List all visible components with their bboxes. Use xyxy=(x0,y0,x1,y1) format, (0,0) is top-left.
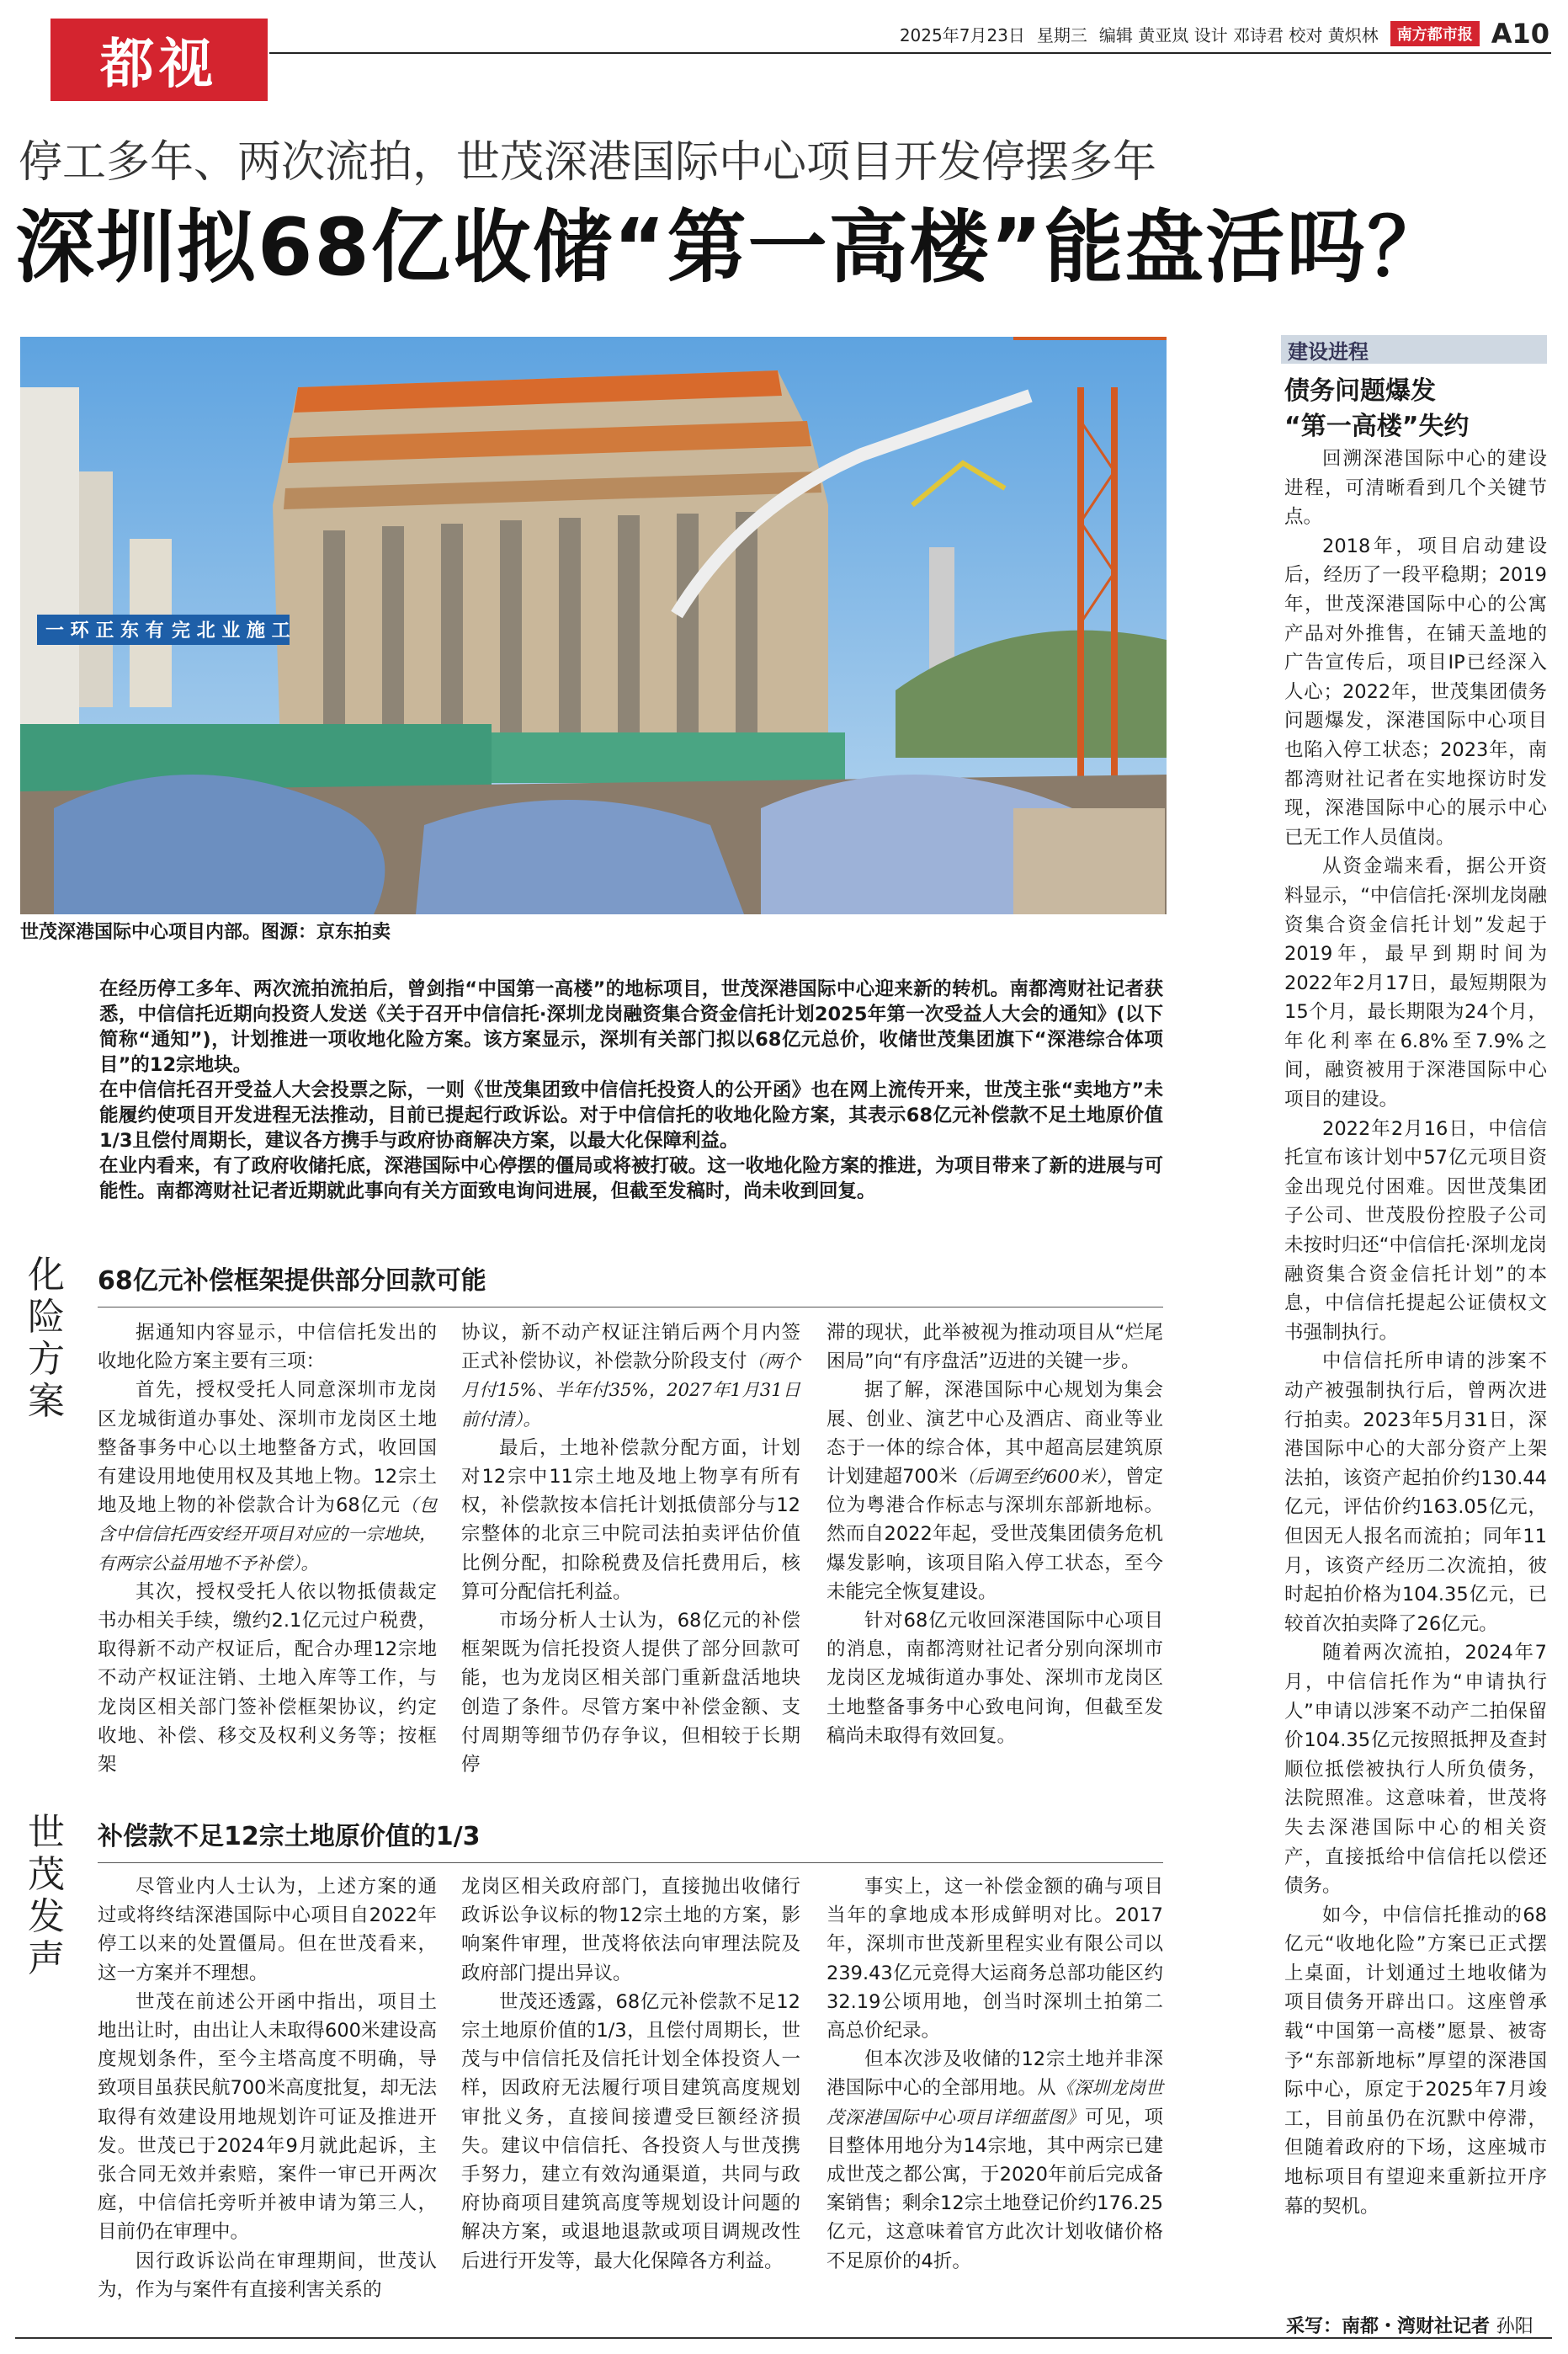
article-column xyxy=(461,1872,800,2276)
section-side-label: 化险方案 xyxy=(28,1254,65,1423)
lead-paragraph: 在经历停工多年、两次流拍流拍后，曾剑指“中国第一高楼”的地标项目，世茂深港国际中心迎来新的转机。南都湾财社记者获悉，中信信托近期向投资人发送《关于召开中信信托·深圳龙岗融资集合资金信托计划2025年第一次受益人大会的通知》(以下简称“通知”)，计划推进一项收地化险方案。该方案显示，深圳有关部门拟以68亿元总价，收储世茂集团旗下“深港综合体项目”的12宗地块。 xyxy=(99,978,1163,1076)
lead-paragraph: 在业内看来，有了政府收储托底，深港国际中心停摆的僵局或将被打破。这一收地化险方案的推进，为项目带来了新的进展与可能性。南都湾财社记者近期就此事向有关方面致电询问进展，但截至发稿时，尚未收到回复。 xyxy=(99,1155,1163,1202)
lead-paragraph: 在中信信托召开受益人大会投票之际，一则《世茂集团致中信信托投资人的公开函》也在网上流传开来，世茂主张“卖地方”未能履约使项目开发进程无法推动，目前已提起行政诉讼。对于中信信托的收地化险方案，其表示68亿元补偿款不足土地原价值1/3且偿付周期长，建议各方携手与政府协商解决方案，以最大化保障利益。 xyxy=(99,1079,1163,1152)
construction-photo xyxy=(20,337,1167,914)
paragraph-text: 首先，授权受托人同意深圳市龙岗区龙城街道办事处、深圳市龙岗区土地整备事务中心以土地整备方式，收回国有建设用地使用权及其地上物。12宗土地及地上物的补偿款合计为68亿元 xyxy=(98,1379,437,1517)
paragraph: 世茂在前述公开函中指出，项目土地出让时，由出让人未取得600米建设高度规划条件，至今主塔高度不明确，导致项目虽获民航700米高度批复，却无法取得有效建设用地规划许可证及推进开发。世茂已于2024年9月就此起诉，主张合同无效并索赔，案件一审已开两次庭，中信信托旁听并被申请为第三人，目前仍在审理中。 xyxy=(98,1990,437,2244)
header-divider xyxy=(269,52,1551,54)
section-tag: 都视 xyxy=(50,19,268,101)
banner-text-right: 完 北 业 施 工 xyxy=(172,620,290,642)
paragraph xyxy=(461,1318,800,1434)
article-column xyxy=(827,1318,1163,1750)
paragraph xyxy=(98,1376,437,1577)
article-lead xyxy=(99,977,1163,1204)
article-column xyxy=(98,1872,437,2304)
issue-weekday: 星期三 xyxy=(1036,24,1087,45)
banner-text-left: 一 环 正 东 有 xyxy=(45,620,164,642)
paragraph: 因行政诉讼尚在审理期间，世茂认为，作为与案件有直接利害关系的 xyxy=(98,2250,437,2301)
paragraph: 滞的现状，此举被视为推动项目从“烂尾困局”向“有序盘活”迈进的关键一步。 xyxy=(827,1322,1163,1373)
section-side-label: 世茂发声 xyxy=(28,1811,65,1980)
paragraph-note: （后调至约600米） xyxy=(957,1467,1107,1488)
article-column xyxy=(461,1318,800,1779)
sidebar-body xyxy=(1284,445,1547,2221)
issue-date: 2025年7月23日 xyxy=(899,24,1025,45)
paper-logo: 南方都市报 xyxy=(1390,21,1480,46)
paragraph: 事实上，这一补偿金额的确与项目当年的拿地成本形成鲜明对比。2017年，深圳市世茂新里程实业有限公司以239.43亿元竞得大运商务总部功能区约32.19公顷用地，创当时深圳土拍第二高总价纪录。 xyxy=(827,1876,1163,2042)
sidebar-paragraph: 2018年，项目启动建设后，经历了一段平稳期；2019年，世茂深港国际中心的公寓产品对外推售，在铺天盖地的广告宣传后，项目IP已经深入人心；2022年，世茂集团债务问题爆发，深港国际中心项目也陷入停工状态；2023年，南都湾财社记者在实地探访时发现，深港国际中心的展示中心已无工作人员值岗。 xyxy=(1284,535,1547,849)
staff-credits: 编辑 黄亚岚 设计 邓诗君 校对 黄炽林 xyxy=(1098,24,1379,45)
paragraph-note: （两个月付15%、半年付35%，2027年1月31日前付清）。 xyxy=(461,1351,800,1430)
sidebar-paragraph: 回溯深港国际中心的建设进程，可清晰看到几个关键节点。 xyxy=(1284,448,1547,529)
author-name: 孙阳 xyxy=(1496,2316,1533,2337)
paragraph-text: 据了解，深港国际中心规划为集会展、创业、演艺中心及酒店、商业等业态于一体的综合体，其中超高层建筑原计划建超700米 xyxy=(827,1379,1163,1489)
sidebar-heading-line: “第一高楼”失约 xyxy=(1284,412,1470,441)
paragraph: 针对68亿元收回深港国际中心项目的消息，南都湾财社记者分别向深圳市龙岗区龙城街道办事处、深圳市龙岗区土地整备事务中心致电问询，但截至发稿尚未取得有效回复。 xyxy=(827,1610,1163,1747)
paragraph: 世茂还透露，68亿元补偿款不足12宗土地原价值的1/3，且偿付周期长，世茂与中信信托及信托计划全体投资人一样，因政府无法履行项目建筑高度规划审批义务，直接间接遭受巨额经济损失。建议中信信托、各投资人与世茂携手努力，建立有效沟通渠道，共同与政府协商项目建筑高度等规划设计问题的解决方案，或退地退款或项目调规改性后进行开发等，最大化保障各方利益。 xyxy=(461,1990,800,2272)
paragraph: 尽管业内人士认为，上述方案的通过或将终结深港国际中心项目自2022年停工以来的处置僵局。但在世茂看来，这一方案并不理想。 xyxy=(98,1876,437,1984)
paragraph-text: 协议，新不动产权证注销后两个月内签正式补偿协议，补偿款分阶段支付 xyxy=(461,1322,800,1373)
paragraph xyxy=(827,2045,1163,2276)
header-info xyxy=(900,17,1549,51)
author-label: 采写：南都・湾财社记者 xyxy=(1286,2316,1491,2337)
sidebar-paragraph: 2022年2月16日，中信信托宣布该计划中57亿元项目资金出现兑付困难。因世茂集团子公司、世茂股份控股子公司未按时归还“中信信托·深圳龙岗融资集合资金信托计划”的本息，中信信托提起公证债权文书强制执行。 xyxy=(1284,1117,1547,1344)
article-column xyxy=(827,1872,1163,2276)
sidebar-paragraph: 随着两次流拍，2024年7月，中信信托作为“申请执行人”申请以涉案不动产二拍保留价104.35亿元按照抵押及查封顺位抵偿被执行人所负债务，法院照准。这意味着，世茂将失去深港国际中心的相关资产，直接抵给中信信托以偿还债务。 xyxy=(1284,1642,1547,1898)
sidebar-heading-line: 债务问题爆发 xyxy=(1284,376,1436,406)
paragraph-text: ，曾定位为粤港合作标志与深圳东部新地标。然而自2022年起，受世茂集团债务危机爆发影响，该项目陷入停工状态，至今未能完全恢复建设。 xyxy=(827,1466,1163,1603)
article-column xyxy=(98,1318,437,1779)
paragraph-note: （包含中信信托西安经开项目对应的一宗地块，有两宗公益用地不予补偿）。 xyxy=(98,1495,437,1574)
bottom-divider xyxy=(15,2337,1552,2339)
section-heading: 68亿元补偿框架提供部分回款可能 xyxy=(98,1266,486,1296)
paragraph: 龙岗区相关政府部门，直接抛出收储行政诉讼争议标的物12宗土地的方案，影响案件审理，世茂将依法向审理法院及政府部门提出异议。 xyxy=(461,1876,800,1984)
photo-caption: 世茂深港国际中心项目内部。图源：京东拍卖 xyxy=(20,922,391,943)
sidebar-paragraph: 从资金端来看，据公开资料显示，“中信信托·深圳龙岗融资集合资金信托计划”发起于2019年，最早到期时间为2022年2月17日，最短期限为15个月，最长期限为24个月，年化利率在6.8%至7.9%之间，融资被用于深港国际中心项目的建设。 xyxy=(1284,855,1547,1111)
article-title: 深圳拟68亿收储“第一高楼”能盘活吗？ xyxy=(15,202,1448,294)
paragraph-text: 但本次涉及收储的12宗土地并非深港国际中心的全部用地。从 xyxy=(827,2048,1163,2100)
paragraph: 市场分析人士认为，68亿元的补偿框架既为信托投资人提供了部分回款可能，也为龙岗区相关部门重新盘活地块创造了条件。尽管方案中补偿金额、支付周期等细节仍存争议，但相较于长期停 xyxy=(461,1610,800,1776)
paragraph xyxy=(827,1376,1163,1606)
paragraph: 其次，授权受托人依以物抵债裁定书办相关手续，缴约2.1亿元过户税费，取得新不动产权证后，配合办理12宗地不动产权证注销、土地入库等工作，与龙岗区相关部门签补偿框架协议，约定收地、补偿、移交及权利义务等；按框架 xyxy=(98,1580,437,1776)
paragraph-text: 可见，项目整体用地分为14宗地，其中两宗已建成世茂之都公寓，于2020年前后完成备案销售；剩余12宗土地登记价约176.25亿元，这意味着官方此次计划收储价格不足原价的4折。 xyxy=(827,2106,1163,2272)
article-subtitle: 停工多年、两次流拍，世茂深港国际中心项目开发停摆多年 xyxy=(19,137,1157,188)
sidebar-paragraph: 如今，中信信托推动的68亿元“收地化险”方案已正式摆上桌面，计划通过土地收储为项目债务开辟出口。这座曾承载“中国第一高楼”愿景、被寄予“东部新地标”厚望的深港国际中心，原定于2025年7月竣工，目前虽仍在沉默中停滞，但随着政府的下场，这座城市地标项目有望迎来重新拉开序幕的契机。 xyxy=(1284,1904,1547,2218)
paragraph: 据通知内容显示，中信信托发出的收地化险方案主要有三项： xyxy=(98,1322,437,1373)
section-rule xyxy=(98,1862,1163,1863)
paragraph-note: 《深圳龙岗世茂深港国际中心项目详细蓝图》 xyxy=(827,2078,1163,2128)
sidebar-paragraph: 中信信托所申请的涉案不动产被强制执行后，曾两次进行拍卖。2023年5月31日，深港国际中心的大部分资产上架法拍，该资产起拍价约130.44亿元，评估价约163.05亿元，但因无人报名而流拍；同年11月，该资产经历二次流拍，彼时起拍价格为104.35亿元，已较首次拍卖降了26亿元。 xyxy=(1284,1350,1547,1635)
sidebar-tag: 建设进程 xyxy=(1281,335,1547,364)
paragraph: 最后，土地补偿款分配方面，计划对12宗中11宗土地及地上物享有所有权，补偿款按本信托计划抵债部分与12宗整体的北京三中院司法拍卖评估价值比例分配，扣除税费及信托费用后，核算可分配信托利益。 xyxy=(461,1436,800,1603)
section-heading: 补偿款不足12宗土地原价值的1/3 xyxy=(98,1822,481,1851)
page-number: A10 xyxy=(1491,18,1549,50)
author-credit xyxy=(1286,2312,1533,2338)
sidebar-heading xyxy=(1284,374,1469,445)
